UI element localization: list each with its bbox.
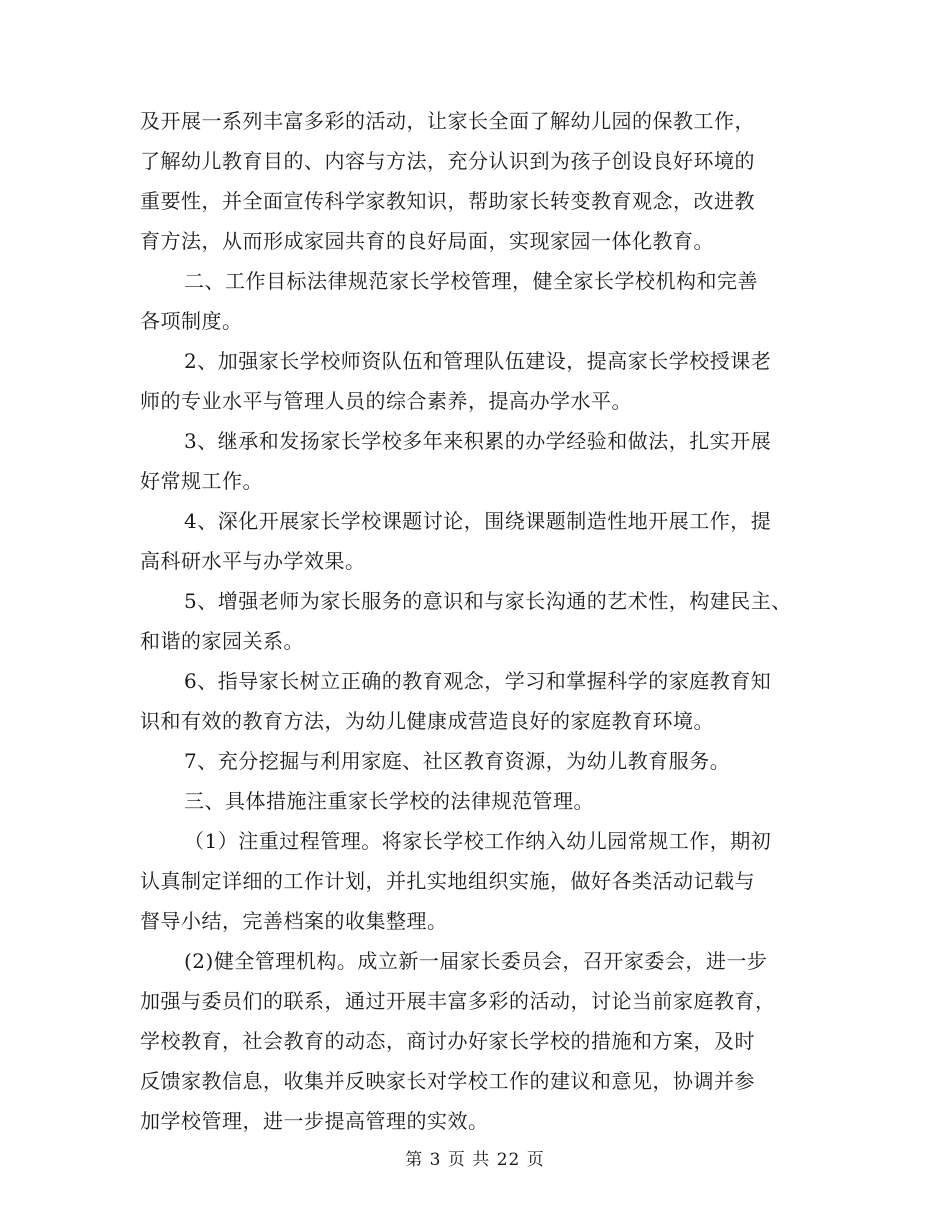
page-number-footer: 第 3 页 共 22 页 bbox=[405, 1150, 545, 1170]
text-line: 各项制度。 bbox=[140, 309, 243, 333]
text-line: 识和有效的教育方法，为幼儿健康成营造良好的家庭教育环境。 bbox=[140, 709, 714, 733]
text-line: 认真制定详细的工作计划，并扎实地组织实施，做好各类活动记载与 bbox=[140, 869, 755, 893]
section-heading-3: 三、具体措施注重家长学校的法律规范管理。 bbox=[184, 789, 594, 813]
sub-item-1: （1）注重过程管理。将家长学校工作纳入幼儿园常规工作，期初 bbox=[184, 829, 772, 853]
list-item-6: 6、指导家长树立正确的教育观念，学习和掌握科学的家庭教育知 bbox=[184, 669, 772, 693]
text-line: 重要性，并全面宣传科学家教知识，帮助家长转变教育观念，改进教 bbox=[140, 189, 755, 213]
sub-item-2: (2)健全管理机构。成立新一届家长委员会，召开家委会，进一步 bbox=[184, 949, 768, 973]
list-item-4: 4、深化开展家长学校课题讨论，围绕课题制造性地开展工作，提 bbox=[184, 509, 772, 533]
list-item-2: 2、加强家长学校师资队伍和管理队伍建设，提高家长学校授课老 bbox=[184, 349, 772, 373]
list-item-7: 7、充分挖掘与利用家庭、社区教育资源，为幼儿教育服务。 bbox=[184, 749, 731, 773]
text-line: 加学校管理，进一步提高管理的实效。 bbox=[140, 1109, 489, 1133]
text-line: 加强与委员们的联系，通过开展丰富多彩的活动，讨论当前家庭教育， bbox=[140, 989, 776, 1013]
text-line: 学校教育，社会教育的动态，商讨办好家长学校的措施和方案，及时 bbox=[140, 1029, 755, 1053]
list-item-5: 5、增强老师为家长服务的意识和与家长沟通的艺术性，构建民主、 bbox=[184, 589, 792, 613]
text-line: 督导小结，完善档案的收集整理。 bbox=[140, 909, 448, 933]
text-line: 及开展一系列丰富多彩的活动，让家长全面了解幼儿园的保教工作， bbox=[140, 109, 755, 133]
text-line: 和谐的家园关系。 bbox=[140, 629, 304, 653]
text-line: 了解幼儿教育目的、内容与方法，充分认识到为孩子创设良好环境的 bbox=[140, 149, 755, 173]
text-line: 反馈家教信息，收集并反映家长对学校工作的建议和意见，协调并参 bbox=[140, 1069, 755, 1093]
list-item-3: 3、继承和发扬家长学校多年来积累的办学经验和做法，扎实开展 bbox=[184, 429, 772, 453]
text-line: 育方法，从而形成家园共育的良好局面，实现家园一体化教育。 bbox=[140, 229, 714, 253]
text-line: 师的专业水平与管理人员的综合素养，提高办学水平。 bbox=[140, 389, 632, 413]
section-heading-2: 二、工作目标法律规范家长学校管理，健全家长学校机构和完善 bbox=[184, 269, 758, 293]
text-line: 好常规工作。 bbox=[140, 469, 263, 493]
text-line: 高科研水平与办学效果。 bbox=[140, 549, 366, 573]
